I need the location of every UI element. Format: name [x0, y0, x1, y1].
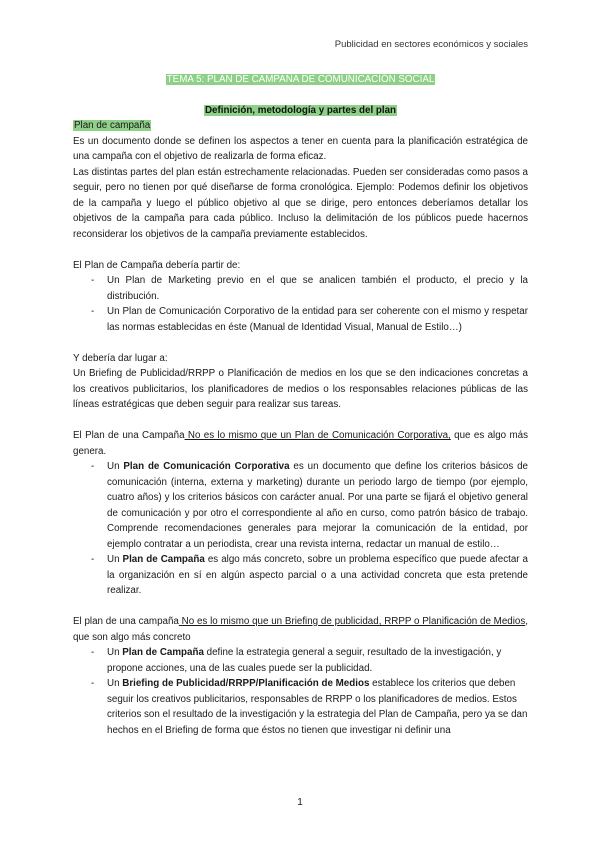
list-item: - Un Plan de Campaña es algo más concreto, sobre un problema específico que puede afectar a la organización en sí en algún aspecto parcial o a una actividad concreta que esta pretende realizar. — [73, 552, 528, 599]
document-body — [73, 72, 528, 738]
page-number: 1 — [297, 797, 303, 808]
list-item: - Un Plan de Campaña define la estrategia general a seguir, resultado de la investigación, y propone acciones, una de las cuales puede ser la publicidad. — [73, 645, 528, 676]
list-item: - Un Plan de Comunicación Corporativo de la entidad para ser coherente con el mismo y respetar las normas establecidas en éste (Manual de Identidad Visual, Manual de Estilo…) — [73, 304, 528, 335]
list-item: - Un Briefing de Publicidad/RRPP/Planificación de Medios establece los criterios que deben seguir los creativos publicitarios, responsables de RRPP o los planificadores de medios. Estos criterios son el resultado de la investigación y la estrategia del Plan de Campaña, pero ya se dan hechos en el Briefing de forma que éstos no tienen que investigar ni definir una — [73, 676, 528, 738]
document-title: TEMA 5: PLAN DE CAMPAÑA DE COMUNICACIÓN SOCIAL — [166, 74, 435, 85]
paragraph-parts: Las distintas partes del plan están estrechamente relacionadas. Pueden ser consideradas como pasos a seguir, pero no tienen por qué diseñarse de forma cronológica. Ejemplo: Podemos definir los objetivos de la campaña y luego el público objetivo al que se dirige, pero entonces deberíamos detallar los objetivos de la campaña para cada público. Incluso la delimitación de los públicos puede hacernos reconsiderar los objetivos de la campaña previamente establecidos. — [73, 166, 528, 240]
paragraph-briefing: Un Briefing de Publicidad/RRPP o Planificación de medios en los que se den indicaciones concretas a los creativos publicitarios, los planificadores de medios o los responsables relaciones públicas de las líneas estratégicas que deben seguir para realizar sus tareas. — [73, 368, 528, 410]
section-heading: Plan de campaña — [74, 120, 151, 131]
paragraph-plan-vs-briefing: El plan de una campaña No es lo mismo que un Briefing de publicidad, RRPP o Planificación de Medios, que son algo más concreto — [73, 616, 528, 643]
paragraph-plan-vs-corporate: El Plan de una Campaña No es lo mismo que un Plan de Comunicación Corporativa, que es algo más genera. — [73, 430, 528, 457]
list-item: - Un Plan de Marketing previo en el que se analicen también el producto, el precio y la distribución. — [73, 273, 528, 304]
list-item: - Un Plan de Comunicación Corporativa es un documento que define los criterios básicos de comunicación (interna, externa y marketing) durante un periodo largo de tiempo (por ejemplo, cuatro años) y los criterios básicos con carácter anual. Por una parte se fijará el objetivo general de comunicación y por otro el correspondiente al año en curso, como patrón básico de trabajo. Comprende recomendaciones generales para mejorar la comunicación de la entidad, por ejemplo contratar a un periodista, crear una revista interna, redactar un manual de estilo… — [73, 459, 528, 552]
running-header: Publicidad en sectores económicos y sociales — [334, 39, 528, 50]
list-starting-plans — [73, 273, 528, 335]
list-plan-comparison — [73, 459, 528, 599]
paragraph-definition: Es un documento donde se definen los aspectos a tener en cuenta para la planificación estratégica de una campaña con el objetivo de realizarla de forma eficaz. — [73, 135, 528, 162]
list-briefing-comparison — [73, 645, 528, 738]
paragraph-should-start: El Plan de Campaña debería partir de: — [73, 259, 241, 271]
paragraph-should-lead: Y debería dar lugar a: — [73, 352, 168, 364]
section-subtitle: Definición, metodología y partes del plan — [204, 104, 397, 116]
